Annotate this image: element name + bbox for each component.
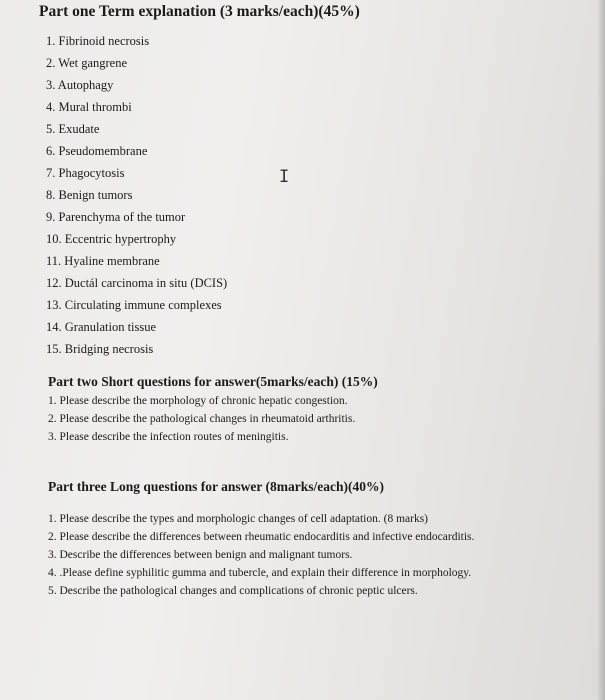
list-item: 4. Mural thrombi xyxy=(46,100,132,114)
list-item: 6. Pseudomembrane xyxy=(46,144,148,158)
list-item: 4. .Please define syphilitic gumma and tubercle, and explain their difference in morphology. xyxy=(48,567,472,579)
list-item: 3. Describe the differences between benign and malignant tumors. xyxy=(48,549,353,561)
list-item: 13. Circulating immune complexes xyxy=(46,298,222,312)
list-item: 7. Phagocytosis xyxy=(46,166,125,180)
part-three-question-list xyxy=(48,510,518,600)
part-three-heading: Part three Long questions for answer (8marks/each)(40%) xyxy=(48,479,384,494)
list-item: 15. Bridging necrosis xyxy=(46,342,154,356)
list-item: 3. Please describe the infection routes of meningitis. xyxy=(48,431,289,443)
list-item: 3. Autophagy xyxy=(46,78,114,92)
part-one-heading: Part one Term explanation (3 marks/each)(45%) xyxy=(39,3,360,20)
list-item: 2. Wet gangrene xyxy=(46,56,128,70)
list-item: 5. Describe the pathological changes and complications of chronic peptic ulcers. xyxy=(48,585,418,597)
list-item: 5. Exudate xyxy=(46,122,100,136)
page-edge-shadow xyxy=(597,0,605,700)
list-item: 8. Benign tumors xyxy=(46,188,133,202)
list-item: 10. Eccentric hypertrophy xyxy=(46,232,177,246)
part-two-question-list xyxy=(48,392,518,446)
list-item: 2. Please describe the pathological changes in rheumatoid arthritis. xyxy=(48,413,356,425)
list-item: 12. Ductál carcinoma in situ (DCIS) xyxy=(46,276,228,290)
list-item: 1. Fibrinoid necrosis xyxy=(46,34,150,48)
list-item: 1. Please describe the morphology of chronic hepatic congestion. xyxy=(48,395,348,407)
list-item: 2. Please describe the differences between rheumatic endocarditis and infective endocarditis. xyxy=(48,531,475,543)
list-item: 1. Please describe the types and morphologic changes of cell adaptation. (8 marks) xyxy=(48,513,429,525)
part-one-term-list xyxy=(46,30,227,360)
list-item: 14. Granulation tissue xyxy=(46,320,157,334)
list-item: 9. Parenchyma of the tumor xyxy=(46,210,186,224)
list-item: 11. Hyaline membrane xyxy=(46,254,160,268)
part-two-heading: Part two Short questions for answer(5marks/each) (15%) xyxy=(48,374,378,389)
text-cursor-icon: I xyxy=(279,167,290,187)
